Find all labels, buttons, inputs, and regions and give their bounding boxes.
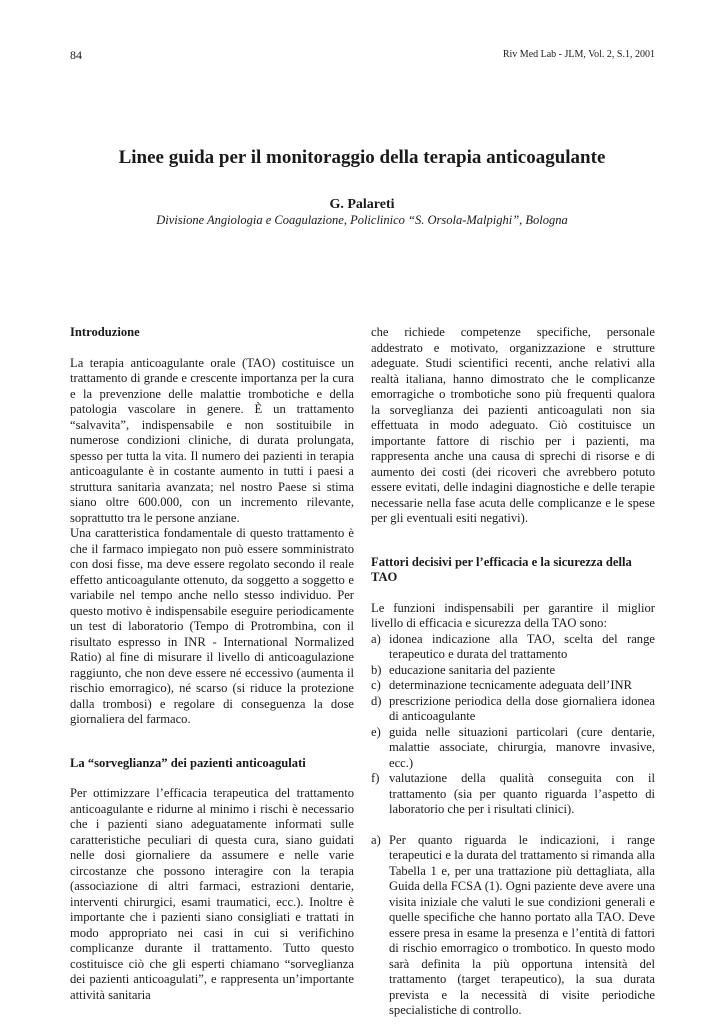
right-column <box>371 325 655 1019</box>
factors-list <box>371 632 655 818</box>
journal-citation: Riv Med Lab - JLM, Vol. 2, S.1, 2001 <box>502 49 655 60</box>
list-item <box>371 771 655 818</box>
list-item-text: idonea indicazione alla TAO, scelta del range terapeutico e durata del trattamento <box>389 631 655 661</box>
article-affiliation: Divisione Angiologia e Coagulazione, Policlinico “S. Orsola-Malpighi”, Bologna <box>156 213 568 227</box>
left-column <box>70 325 354 1003</box>
list-marker: c) <box>371 678 381 692</box>
list-item <box>371 725 655 772</box>
list-item-text: guida nelle situazioni particolari (cure dentarie, malattie associate, chirurgia, manovre invasive, ecc.) <box>389 724 655 770</box>
list-item-text: determinazione tecnicamente adeguata dell’INR <box>389 678 633 692</box>
list-item <box>371 663 655 679</box>
section-heading-sorveglianza: La “sorveglianza” dei pazienti anticoagulati <box>70 755 306 770</box>
list-item <box>371 678 655 694</box>
intro-paragraph-1: La terapia anticoagulante orale (TAO) costituisce un trattamento di grande e crescente importanza per la cura e la prevenzione delle malattie trombotiche e della patologia vascolare in genere. È un trattamento “salvavita”, indispensabile e non sostituibile in numerose condizioni cliniche, di durata prolungata, spesso per tutta la vita. Il numero dei pazienti in terapia anticoagulante è in costante aumento in tutti i paesi a struttura sanitaria avanzata; nel nostro Paese si stima siano oltre 600.000, con un incremento rilevante, soprattutto tra le persone anziane. <box>70 355 354 525</box>
list-item-text: prescrizione periodica della dose giornaliera idonea di anticoagulante <box>389 693 655 723</box>
article-title: Linee guida per il monitoraggio della terapia anticoagulante <box>118 147 606 168</box>
surveillance-paragraph: Per ottimizzare l’efficacia terapeutica del trattamento anticoagulante e ridurne al minimo i rischi è necessario che i pazienti siano adeguatamente informati sulle caratteristiche peculiari di questa cura, siano guidati nelle dosi giornaliere da assumere e nelle varie circostanze che possono interagire con la terapia (associazione di altri farmaci, estrazioni dentarie, interventi chirurgici, esami traumatici, ecc.). Inoltre è importante che i pazienti siano consigliati e trattati in modo appropriato nei casi in cui si verifichino complicanze durante il trattamento. Tutto questo costituisce ciò che gli esperti chiamano “sorveglianza dei pazienti anticoagulati”, e rappresenta un’importante attività sanitaria <box>70 786 354 1002</box>
list-item <box>371 694 655 725</box>
factors-intro: Le funzioni indispensabili per garantire il miglior livello di efficacia e sicurezza della TAO sono: <box>371 600 655 630</box>
list-marker: b) <box>371 662 382 677</box>
factors-detail <box>371 833 655 1019</box>
page-number: 84 <box>70 48 82 62</box>
intro-paragraph-2: Una caratteristica fondamentale di questo trattamento è che il farmaco impiegato non può essere somministrato con dosi fisse, ma deve essere regolato secondo il reale effetto anticoagulante ottenuto, da soggetto a soggetto e variabile nel tempo anche nello stesso individuo. Per questo motivo è indispensabile eseguire periodicamente un test di laboratorio (Tempo di Protrombina, con il risultato espresso in INR - International Normalized Ratio) al fine di misurare il livello di anticoagulazione raggiunto, che non deve essere né eccessivo (aumenta il rischio emorragico), né scarso (si riduce la protezione dalla trombosi) e regolare di conseguenza la dose giornaliera del farmaco. <box>70 526 354 726</box>
list-marker: f) <box>371 771 380 785</box>
list-item <box>371 833 655 1019</box>
list-item-text: Per quanto riguarda le indicazioni, i range terapeutici e la durata del trattamento si rimanda alla Tabella 1 e, per una trattazione più dettagliata, alla Guida della FCSA (1). Ogni paziente deve avere una visita iniziale che valuti le sue condizioni generali e quelle specifiche che hanno portato alla TAO. Deve essere presa in esame la presenza e l’entità di fattori di rischio emorragico o trombotico. In questo modo sarà definita la più opportuna intensità del trattamento (target terapeutico), la sua durata prevista e la necessità di visite periodiche specialistiche di controllo. <box>389 832 655 1017</box>
list-marker: a) <box>371 631 381 646</box>
article-author: G. Palareti <box>329 197 395 212</box>
list-item-text: educazione sanitaria del paziente <box>389 662 556 677</box>
list-item <box>371 632 655 663</box>
list-marker: d) <box>371 693 382 708</box>
list-item-text: valutazione della qualità conseguita con il trattamento (sia per quanto riguarda l’aspetto di laboratorio che per i risultati clinici). <box>389 771 655 816</box>
surveillance-paragraph-continued: che richiede competenze specifiche, personale addestrato e motivato, organizzazione e strutture adeguate. Studi scientifici recenti, anche relativi alla realtà italiana, hanno dimostrato che le complicanze emorragiche o trombotiche sono più frequenti qualora la sorveglianza dei pazienti anticoagulati non sia effettuata in modo adeguato. Ciò costituisce un importante fattore di rischio per i pazienti, ma rappresenta anche una causa di sprechi di risorse e di aumento dei costi (dei ricoveri che avrebbero potuto essere evitati, delle indagini diagnostiche e delle terapie necessarie nella fase acuta delle complicanze e le spese per gli eventuali esiti negativi). <box>371 325 655 525</box>
list-marker: e) <box>371 724 381 739</box>
section-heading-fattori: Fattori decisivi per l’efficacia e la sicurezza della TAO <box>371 554 632 584</box>
list-marker: a) <box>371 832 381 847</box>
section-heading-introduzione: Introduzione <box>70 325 140 339</box>
